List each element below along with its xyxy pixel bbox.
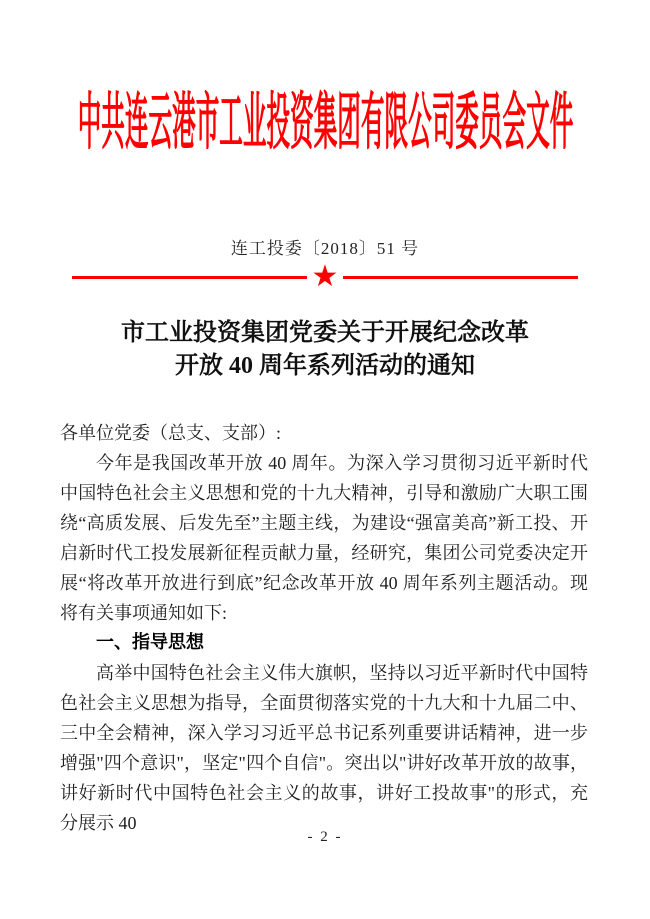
salutation: 各单位党委（总支、支部）: [60,423,281,443]
red-header-banner [0,86,650,157]
section-heading-guiding-thought: 一、指导思想 [96,632,204,653]
issuing-authority-title: 中共连云港市工业投资集团有限公司委员会文件 [77,86,573,157]
document-number: 连工投委〔2018〕51 号 [230,239,420,258]
document-title-line2: 开放 40 周年系列活动的通知 [175,353,475,379]
paragraph-guiding-thought: 高举中国特色社会主义伟大旗帜，坚持以习近平新时代中国特色社会主义思想为指导，全面贯彻落实党的十九大和十九届二中、三中全会精神，深入学习习近平总书记系列重要讲话精神，进一步增强"四个意识"，坚定"四个自信"。突出以"讲好改革开放的故事，讲好新时代中国特色社会主义的故事，讲好工投故事"的形式，充分展示 40 [60,663,588,833]
divider-line-left [72,276,307,279]
document-title-line1: 市工业投资集团党委关于开展纪念改革 [121,320,529,346]
document-title [0,317,650,383]
red-divider [72,259,578,294]
document-body [60,418,588,838]
page-number: - 2 - [307,829,343,845]
red-star-icon: ★ [311,259,339,294]
paragraph-intro: 今年是我国改革开放 40 周年。为深入学习贯彻习近平新时代中国特色社会主义思想和党的十九大精神，引导和激励广大职工围绕“高质发展、后发先至”主题主线，为建设“强富美高”新工投、开启新时代工投发展新征程贡献力量，经研究，集团公司党委决定开展“将改革开放进行到底”纪念改革开放 40 周年系列主题活动。现将有关事项通知如下: [60,453,588,623]
divider-line-right [343,276,578,279]
